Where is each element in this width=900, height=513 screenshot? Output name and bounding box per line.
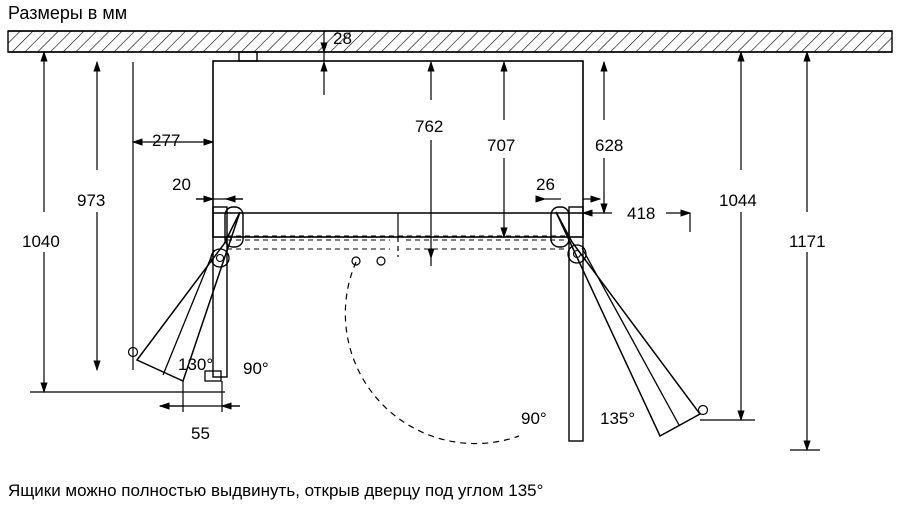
angle-90-right: 90° (521, 409, 547, 428)
appliance-body (213, 52, 583, 257)
dimension-277: 277 (152, 131, 181, 150)
angle-90-left: 90° (243, 359, 269, 378)
dimension-628: 628 (595, 136, 624, 155)
dimension-707: 707 (487, 136, 516, 155)
angle-130: 130° (178, 355, 214, 374)
angle-135: 135° (600, 409, 636, 428)
dimension-55: 55 (191, 424, 210, 443)
dimension-1040: 1040 (22, 232, 60, 251)
left-door-assembly (129, 207, 520, 444)
dimension-26: 26 (536, 175, 555, 194)
dimension-28: 28 (333, 29, 352, 48)
dimension-1171: 1171 (789, 232, 826, 251)
dimension-1044: 1044 (719, 191, 757, 210)
dimension-20: 20 (172, 175, 191, 194)
footer-note: Ящики можно полностью выдвинуть, открыв дверцу под углом 135° (8, 481, 544, 500)
dimension-973: 973 (77, 191, 106, 210)
dimension-762: 762 (415, 117, 444, 136)
wall-hatching (8, 31, 892, 52)
dimension-418: 418 (627, 204, 656, 223)
page-title: Размеры в мм (8, 3, 128, 23)
right-door-assembly (227, 207, 708, 441)
